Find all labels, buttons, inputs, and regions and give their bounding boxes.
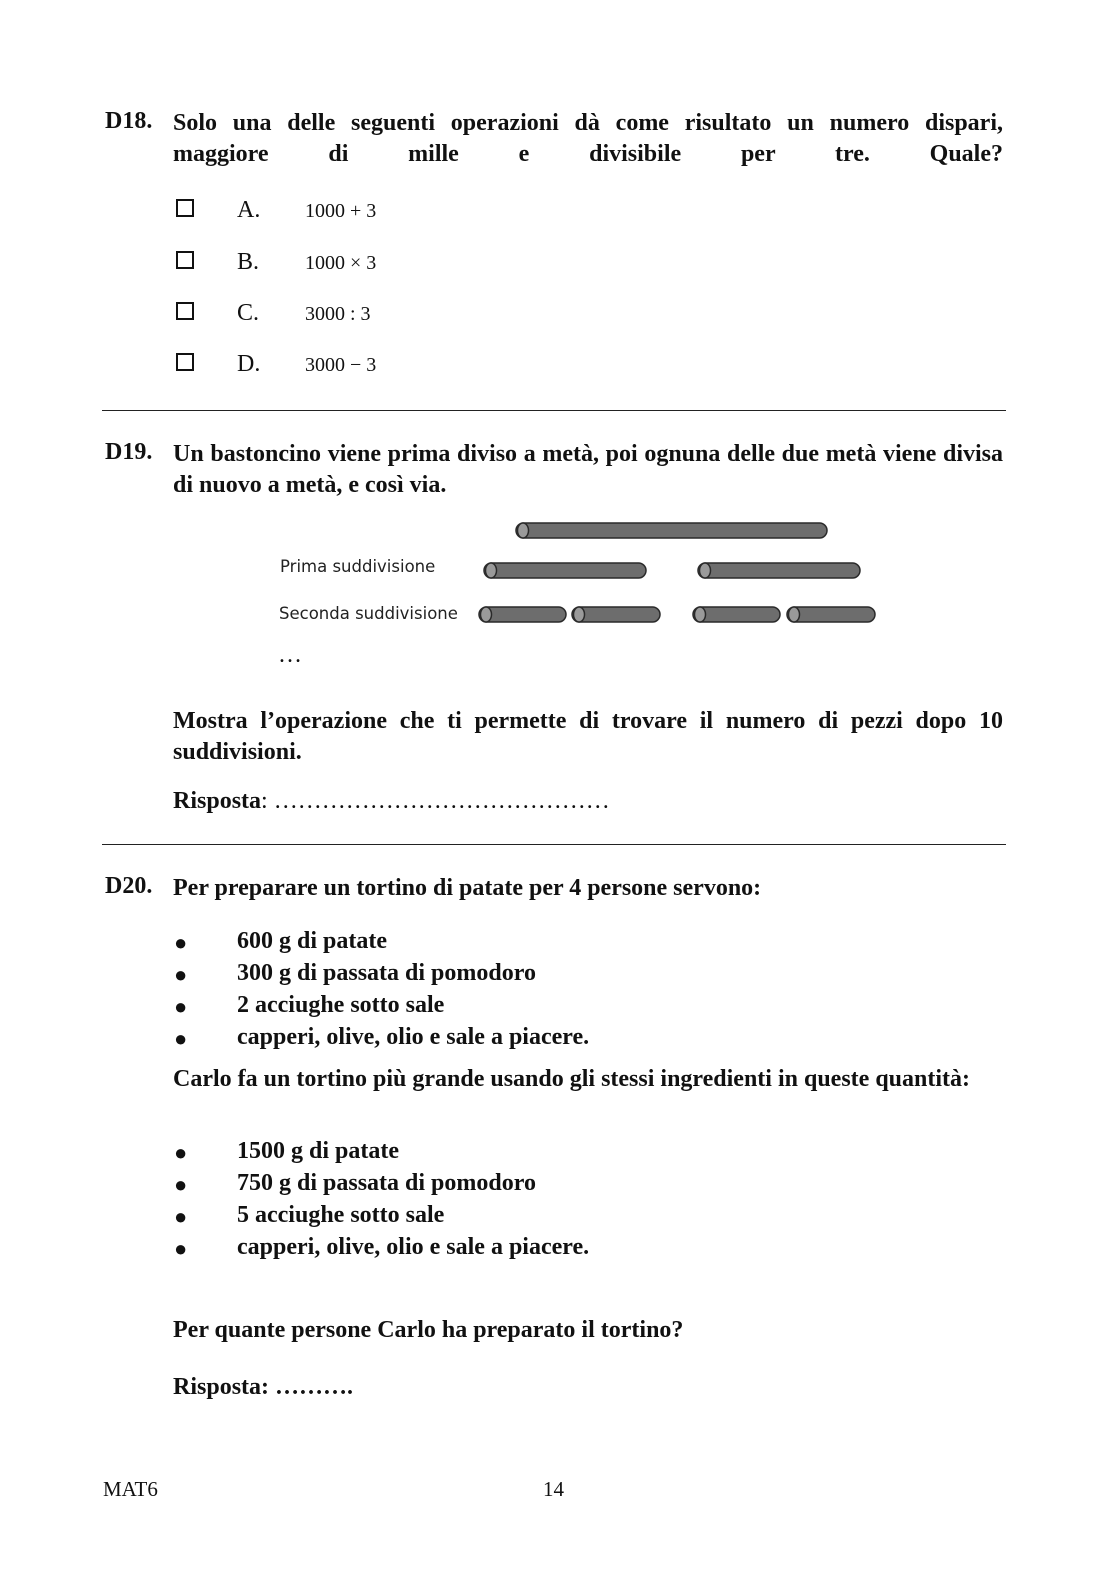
list-item: 5 acciughe sotto sale xyxy=(237,1202,445,1228)
option-letter-a: A. xyxy=(237,197,261,223)
label-prima-suddivisione: Prima suddivisione xyxy=(280,557,436,576)
section-divider xyxy=(102,410,1006,411)
answer-d19[interactable] xyxy=(173,788,610,815)
option-value-a: 1000 + 3 xyxy=(305,200,377,222)
stick-diagram xyxy=(470,515,890,635)
label-seconda-suddivisione: Seconda suddivisione xyxy=(279,604,458,623)
stick-half-2 xyxy=(698,563,860,578)
option-checkbox-a[interactable] xyxy=(176,199,194,217)
question-number-d20: D20. xyxy=(105,873,153,899)
question-middle-d20: Carlo fa un tortino più grande usando gli stessi ingredienti in queste quantità: xyxy=(173,1066,971,1092)
option-value-b: 1000 × 3 xyxy=(305,252,377,274)
option-letter-b: B. xyxy=(237,249,260,275)
section-divider xyxy=(102,844,1006,845)
list-item: 750 g di passata di pomodoro xyxy=(237,1170,536,1196)
footer-code: MAT6 xyxy=(103,1477,158,1501)
stick-quarter-3 xyxy=(693,607,780,622)
list-bullet: ● xyxy=(174,1140,188,1165)
page-number: 14 xyxy=(543,1477,564,1501)
stick-whole xyxy=(516,523,827,538)
question-text-d19: Un bastoncino viene prima diviso a metà, poi ognuna delle due metà viene divisa di nuovo a metà, e così via. xyxy=(173,441,1003,498)
list-bullet: ● xyxy=(174,1236,188,1261)
list-bullet: ● xyxy=(174,962,188,987)
list-item: capperi, olive, olio e sale a piacere. xyxy=(237,1024,590,1050)
list-bullet: ● xyxy=(174,1172,188,1197)
list-bullet: ● xyxy=(174,1026,188,1051)
stick-half-1 xyxy=(484,563,646,578)
option-checkbox-d[interactable] xyxy=(176,353,194,371)
option-checkbox-b[interactable] xyxy=(176,251,194,269)
answer-label: Risposta xyxy=(173,788,262,814)
option-letter-c: C. xyxy=(237,300,260,326)
ellipsis: … xyxy=(278,642,302,668)
question-number-d19: D19. xyxy=(105,439,153,465)
option-checkbox-c[interactable] xyxy=(176,302,194,320)
list-item: 1500 g di patate xyxy=(237,1138,399,1164)
stick-quarter-4 xyxy=(787,607,875,622)
list-bullet: ● xyxy=(174,1204,188,1229)
question-intro-d20: Per preparare un tortino di patate per 4 persone servono: xyxy=(173,875,762,901)
answer-d20[interactable]: Risposta: ………. xyxy=(173,1374,354,1400)
question-number-d18: D18. xyxy=(105,108,153,134)
answer-dots: : …………………………………… xyxy=(261,788,610,814)
list-bullet: ● xyxy=(174,994,188,1019)
stick-quarter-2 xyxy=(572,607,660,622)
question-d20: Per quante persone Carlo ha preparato il tortino? xyxy=(173,1317,684,1343)
option-value-c: 3000 : 3 xyxy=(305,303,371,325)
question-prompt-d19: Mostra l’operazione che ti permette di trovare il numero di pezzi dopo 10 suddivisioni. xyxy=(173,708,1003,765)
list-item: capperi, olive, olio e sale a piacere. xyxy=(237,1234,590,1260)
list-item: 600 g di patate xyxy=(237,928,387,954)
question-text-d18: Solo una delle seguenti operazioni dà come risultato un numero dispari, maggiore di mille e divisibile per tre. Quale? xyxy=(173,110,1003,167)
option-value-d: 3000 − 3 xyxy=(305,354,377,376)
option-letter-d: D. xyxy=(237,351,261,377)
list-bullet: ● xyxy=(174,930,188,955)
stick-quarter-1 xyxy=(479,607,566,622)
list-item: 2 acciughe sotto sale xyxy=(237,992,445,1018)
list-item: 300 g di passata di pomodoro xyxy=(237,960,536,986)
